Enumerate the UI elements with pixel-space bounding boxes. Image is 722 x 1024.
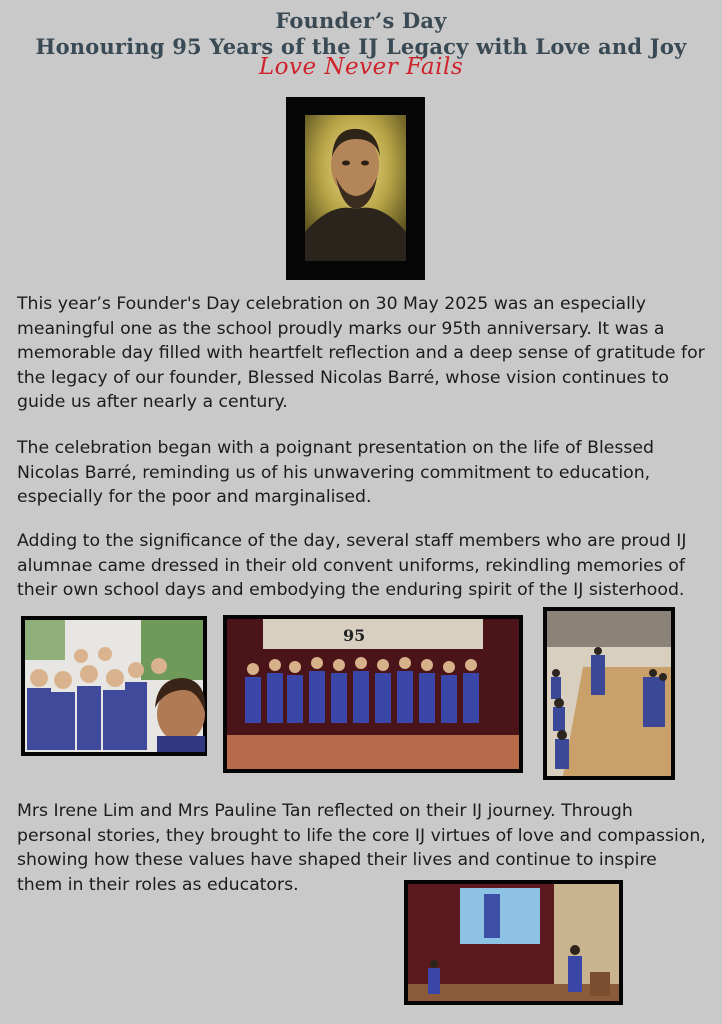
- paragraph-reflection: Mrs Irene Lim and Mrs Pauline Tan reflected on their IJ journey. Through personal stories, they brought to life the core IJ virtues of love and compassion, showing how these values have shaped their lives and continue to inspire them in their roles as educators.: [17, 801, 706, 895]
- photo-staff-selfie: [21, 616, 207, 756]
- page-subtitle: Honouring 95 Years of the IJ Legacy with Love and Joy: [35, 34, 687, 59]
- photo-stage-speakers: [404, 880, 623, 1005]
- page-title: Founder’s Day: [275, 8, 447, 33]
- founder-portrait: [286, 97, 425, 280]
- photo-stage-group: [223, 615, 523, 773]
- paragraph-intro: This year’s Founder's Day celebration on 30 May 2025 was an especially meaningful one as the school proudly marks our 95th anniversary. It was a memorable day filled with heartfelt reflection and a deep sense of gratitude for the legacy of our founder, Blessed Nicolas Barré, whose vision continues to guide us after nearly a century.: [17, 294, 705, 412]
- banner-95-text: 95: [343, 626, 366, 645]
- photo-school-hall: [543, 607, 675, 780]
- photo-staff-selfie-image: [21, 616, 207, 756]
- photo-school-hall-image: [543, 607, 675, 780]
- paragraph-presentation: The celebration began with a poignant presentation on the life of Blessed Nicolas Barré, reminding us of his unwavering commitment to education, especially for the poor and marginalised.: [17, 438, 654, 507]
- photo-stage-speakers-image: [404, 880, 623, 1005]
- founder-portrait-image: [286, 97, 425, 280]
- paragraph-alumnae: Adding to the significance of the day, several staff members who are proud IJ alumnae came dressed in their old convent uniforms, rekindling memories of their own school days and embodying the enduring spirit of the IJ sisterhood.: [17, 531, 687, 600]
- photo-stage-group-image: [223, 615, 523, 773]
- motto-script: Love Never Fails: [258, 54, 464, 80]
